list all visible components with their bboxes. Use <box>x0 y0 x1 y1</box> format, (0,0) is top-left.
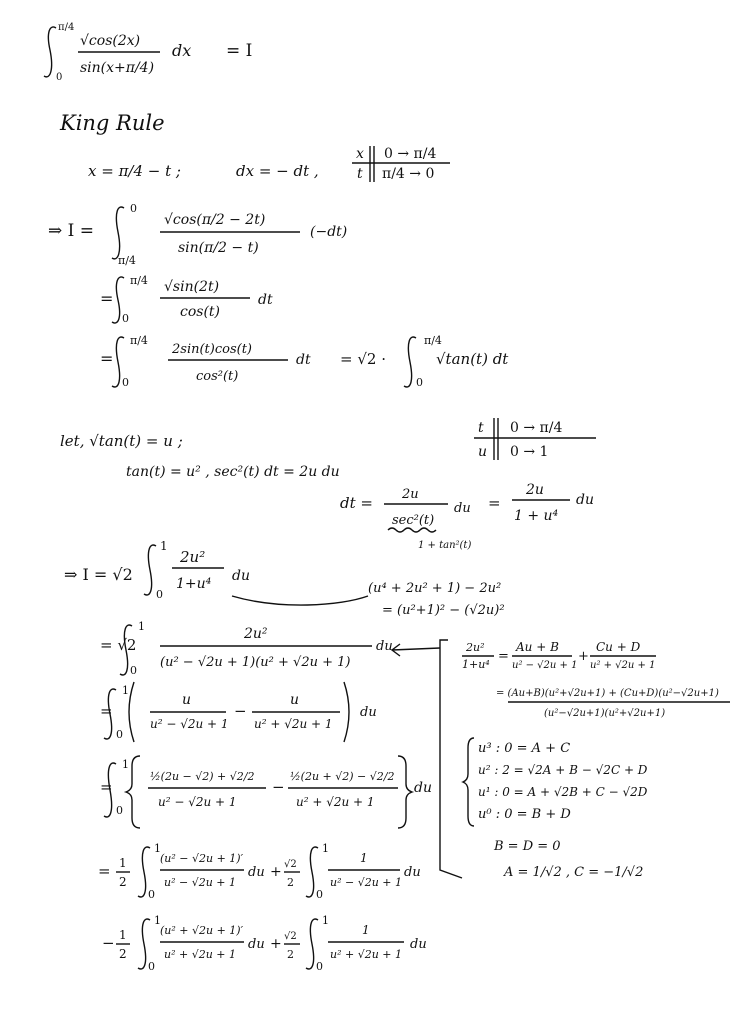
integral-sign <box>112 207 124 259</box>
denominator: sec²(t) <box>392 513 435 528</box>
tail: du <box>414 780 432 796</box>
denominator: u² + √2u + 1 <box>330 948 403 961</box>
upper-limit: 1 <box>122 684 129 697</box>
right-brace <box>398 756 412 828</box>
integral-sign <box>144 545 156 595</box>
lower-limit: 0 <box>56 72 63 83</box>
step-prefix: = <box>100 289 114 308</box>
system-row: u³ : 0 = A + C <box>478 741 571 756</box>
arrow-connector <box>232 596 368 605</box>
step-prefix: = <box>98 862 111 880</box>
denominator: u² − √2u + 1 <box>150 717 229 731</box>
table-x-range: 0 → π/4 <box>384 146 437 162</box>
numerator: (u² + √2u + 1)′ <box>160 924 244 937</box>
lower-limit: 0 <box>116 728 123 741</box>
numerator: ½(2u − √2) + √2/2 <box>150 770 255 783</box>
lower-limit: 0 <box>130 664 137 677</box>
pf-eq2-num: = (Au+B)(u²+√2u+1) + (Cu+D)(u²−√2u+1) <box>496 688 719 699</box>
tail: du <box>232 568 250 584</box>
half-num: 1 <box>119 856 127 870</box>
upper-limit: 1 <box>138 620 145 633</box>
step-prefix: = <box>100 778 113 796</box>
equals-root2: = √2 · <box>340 350 386 368</box>
system-brace <box>463 738 474 826</box>
denominator: u² − √2u + 1 <box>330 876 403 889</box>
step-prefix: − <box>102 934 115 952</box>
table-t-label: t <box>478 420 484 436</box>
table-u-range: 0 → 1 <box>510 444 549 460</box>
system-row: u⁰ : 0 = B + D <box>478 807 571 822</box>
upper-limit: 1 <box>154 842 161 855</box>
solution: A = 1/√2 , C = −1/√2 <box>504 865 644 880</box>
numerator: 2u² <box>244 626 268 642</box>
tan-line: tan(t) = u² , sec²(t) dt = 2u du <box>126 464 340 480</box>
lower-limit: 0 <box>116 804 123 817</box>
integral-sign <box>404 337 416 387</box>
denominator: cos²(t) <box>196 369 239 384</box>
plus: + <box>270 936 282 952</box>
upper-limit: 0 <box>130 202 137 215</box>
step-prefix: = <box>100 702 113 720</box>
numerator: 2u <box>402 487 419 502</box>
denominator: sin(π/2 − t) <box>178 240 259 256</box>
tail: du <box>360 705 377 720</box>
lower-limit: 0 <box>148 960 155 973</box>
minus: − <box>272 778 285 796</box>
partial-fraction-brace <box>440 640 462 878</box>
coef-num: √2 <box>284 931 297 942</box>
differential-relation: dx = − dt , <box>236 162 319 180</box>
pf-t2-num: Cu + D <box>596 640 641 654</box>
numerator: 1 <box>362 923 370 937</box>
upper-limit: π/4 <box>130 334 148 347</box>
coef-num: √2 <box>284 859 297 870</box>
let-line: let, √tan(t) = u ; <box>60 432 183 450</box>
pf-eq2-den: (u²−√2u+1)(u²+√2u+1) <box>544 708 666 719</box>
du: du <box>404 865 421 880</box>
du: du <box>248 937 265 952</box>
numerator: √cos(π/2 − 2t) <box>164 212 266 228</box>
tail: du <box>376 639 393 654</box>
upper-limit: π/4 <box>130 274 148 287</box>
table-x-label: x <box>356 146 364 162</box>
du: du <box>410 937 427 952</box>
numerator: u <box>290 692 300 708</box>
pf-eq: = <box>498 649 509 664</box>
numerator: 2u² <box>180 548 206 566</box>
equals-I: = I <box>226 41 253 61</box>
integrand: √tan(t) dt <box>436 350 509 368</box>
upper-limit: 1 <box>160 539 168 553</box>
denominator: u² − √2u + 1 <box>164 876 237 889</box>
denominator: u² + √2u + 1 <box>296 795 375 809</box>
differential: dx <box>172 41 192 60</box>
upper-limit: π/4 <box>58 22 75 33</box>
pf-plus: + <box>578 649 589 664</box>
numerator: √cos(2x) <box>80 33 141 49</box>
upper-limit: 1 <box>122 758 129 771</box>
numerator: 2sin(t)cos(t) <box>172 342 252 357</box>
upper-limit: 1 <box>154 914 161 927</box>
coef-den: 2 <box>287 876 294 889</box>
numerator: 2u <box>526 482 544 498</box>
table-t-range: π/4 → 0 <box>382 166 435 182</box>
pf-t1-den: u² − √2u + 1 <box>512 660 578 671</box>
pf-t1-num: Au + B <box>516 640 559 654</box>
upper-limit: π/4 <box>424 334 442 347</box>
lower-limit: 0 <box>122 376 129 389</box>
table-t-range: 0 → π/4 <box>510 420 563 436</box>
step-prefix: ⇒ I = <box>48 221 95 241</box>
lower-limit: 0 <box>316 888 323 901</box>
arrow-connector <box>392 644 440 656</box>
denominator: u² + √2u + 1 <box>164 948 237 961</box>
numerator: ½(2u + √2) − √2/2 <box>290 770 395 783</box>
half-den: 2 <box>119 947 127 961</box>
step-prefix: = <box>100 349 114 368</box>
denominator: u² − √2u + 1 <box>158 795 237 809</box>
minus: − <box>234 702 247 720</box>
du: du <box>454 501 471 516</box>
step-prefix: = √2 <box>100 636 137 654</box>
half-num: 1 <box>119 928 127 942</box>
integral-sign <box>44 27 56 77</box>
tan-identity-note: 1 + tan²(t) <box>418 540 472 551</box>
lower-limit: 0 <box>316 960 323 973</box>
equals: = <box>488 494 501 512</box>
denominator: u² + √2u + 1 <box>254 717 333 731</box>
substitution: x = π/4 − t ; <box>88 162 181 180</box>
denominator: 1 + u⁴ <box>514 508 559 524</box>
system-row: u¹ : 0 = A + √2B + C − √2D <box>478 785 648 799</box>
denominator: 1+u⁴ <box>176 576 212 592</box>
table-u-label: u <box>478 444 488 460</box>
lower-limit: 0 <box>122 312 129 325</box>
step-prefix: ⇒ I = √2 <box>64 565 133 584</box>
numerator: 1 <box>360 851 368 865</box>
left-paren <box>129 682 134 742</box>
coef-den: 2 <box>287 948 294 961</box>
heading-king-rule: King Rule <box>60 111 165 135</box>
du: du <box>248 865 265 880</box>
solution: B = D = 0 <box>494 839 561 854</box>
lower-limit: π/4 <box>118 254 136 267</box>
denominator: sin(x+π/4) <box>80 60 155 76</box>
upper-limit: 1 <box>322 842 329 855</box>
system-row: u² : 2 = √2A + B − √2C + D <box>478 763 648 777</box>
tail: dt <box>296 352 311 368</box>
underline-squiggle <box>388 528 436 532</box>
du: du <box>576 492 594 508</box>
numerator: √sin(2t) <box>164 279 220 295</box>
right-paren <box>344 682 349 742</box>
lower-limit: 0 <box>148 888 155 901</box>
lower-limit: 0 <box>156 588 163 601</box>
lower-limit: 0 <box>416 376 423 389</box>
pf-t2-den: u² + √2u + 1 <box>590 660 656 671</box>
denominator: cos(t) <box>180 304 221 320</box>
half-den: 2 <box>119 875 127 889</box>
pf-lhs-den: 1+u⁴ <box>462 658 490 671</box>
dt-lhs: dt = <box>340 494 373 512</box>
plus: + <box>270 864 282 880</box>
numerator: u <box>182 692 192 708</box>
upper-limit: 1 <box>322 914 329 927</box>
pf-lhs-num: 2u² <box>466 641 485 654</box>
table-t-label: t <box>357 166 363 182</box>
tail: dt <box>258 292 273 308</box>
denominator: (u² − √2u + 1)(u² + √2u + 1) <box>160 655 351 670</box>
factor-line1: (u⁴ + 2u² + 1) − 2u² <box>368 581 502 596</box>
factor-line2: = (u²+1)² − (√2u)² <box>382 603 505 618</box>
numerator: (u² − √2u + 1)′ <box>160 852 244 865</box>
tail: (−dt) <box>310 224 348 240</box>
